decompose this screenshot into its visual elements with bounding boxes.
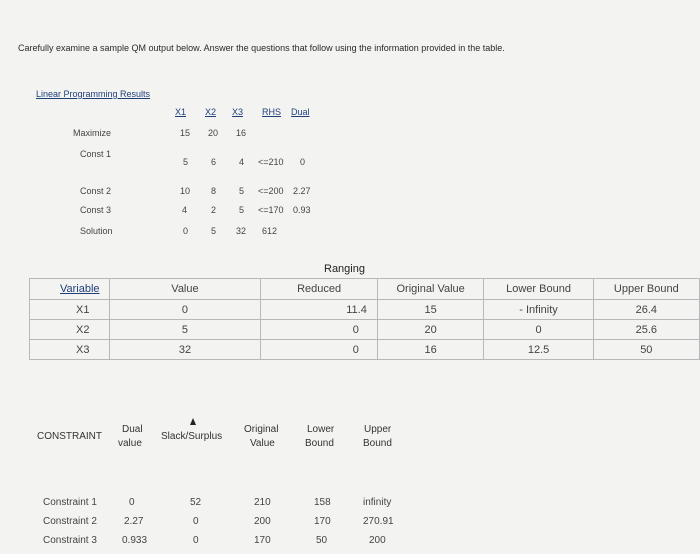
- lp-header-x3: X3: [232, 107, 244, 117]
- table-row: [30, 300, 700, 320]
- lp-cell: <=170: [258, 205, 284, 215]
- constraint-name: Constraint 1: [43, 497, 97, 508]
- table-cell: 32: [109, 340, 261, 360]
- ranging-table: [29, 278, 700, 360]
- lp-row-label: Solution: [80, 226, 113, 236]
- constraint-original: 170: [254, 535, 271, 546]
- lp-header-rhs: RHS: [262, 107, 282, 117]
- constraint-original: 210: [254, 497, 271, 508]
- table-cell: X2: [30, 320, 110, 340]
- lp-results-title: Linear Programming Results: [36, 89, 151, 99]
- ranging-header-lower: Lower Bound: [484, 279, 593, 300]
- table-row: [30, 340, 700, 360]
- lp-header-dual: Dual: [291, 107, 310, 117]
- table-cell: 11.4: [261, 300, 377, 320]
- upper-header-line2: Bound: [363, 438, 392, 449]
- lp-row-label: Maximize: [73, 128, 112, 138]
- lp-cell: 612: [262, 226, 278, 236]
- dual-header-line2: value: [118, 438, 142, 449]
- constraint-lower: 50: [316, 535, 328, 546]
- constraint-dual: 0: [129, 497, 135, 508]
- lp-cell: 8: [211, 186, 217, 196]
- table-cell: 5: [109, 320, 261, 340]
- table-cell: 0: [261, 340, 377, 360]
- table-cell: 25.6: [593, 320, 699, 340]
- upper-header-line1: Upper: [364, 424, 392, 435]
- constraint-name: Constraint 3: [43, 535, 97, 546]
- original-header-line2: Value: [250, 438, 275, 449]
- table-cell: X1: [30, 300, 110, 320]
- table-row: [30, 320, 700, 340]
- constraint-upper: infinity: [363, 497, 392, 508]
- table-cell: 15: [377, 300, 484, 320]
- dual-header-line1: Dual: [122, 424, 143, 435]
- lp-header-x1: X1: [175, 107, 187, 117]
- table-cell: 0: [484, 320, 593, 340]
- lp-cell: 4: [182, 205, 188, 215]
- table-cell: 50: [593, 340, 699, 360]
- ranging-header-upper: Upper Bound: [593, 279, 699, 300]
- constraint-dual: 2.27: [124, 516, 144, 527]
- table-cell: 12.5: [484, 340, 593, 360]
- lp-cell: 2: [211, 205, 217, 215]
- lp-cell: <=200: [258, 186, 284, 196]
- lp-cell: 15: [180, 128, 191, 138]
- ranging-title: Ranging: [324, 263, 365, 275]
- table-cell: 16: [377, 340, 484, 360]
- constraint-lower: 158: [314, 497, 331, 508]
- lp-cell: <=210: [258, 157, 284, 167]
- lp-row-label: Const 2: [80, 186, 112, 196]
- lp-cell: 4: [239, 157, 245, 167]
- constraint-original: 200: [254, 516, 271, 527]
- lp-cell: 0: [300, 157, 306, 167]
- table-cell: 0: [261, 320, 377, 340]
- ranging-header-value: Value: [109, 279, 261, 300]
- lp-cell: 6: [211, 157, 217, 167]
- slack-header: Slack/Surplus: [161, 431, 223, 442]
- constraint-header: CONSTRAINT: [37, 431, 102, 442]
- lp-cell: 16: [236, 128, 247, 138]
- ranging-header-original: Original Value: [377, 279, 484, 300]
- lp-cell: 5: [183, 157, 189, 167]
- table-cell: - Infinity: [484, 300, 593, 320]
- table-cell: 20: [377, 320, 484, 340]
- lp-cell: 20: [208, 128, 219, 138]
- constraint-slack: 52: [190, 497, 202, 508]
- lp-row-label: Const 1: [80, 149, 112, 159]
- constraint-name: Constraint 2: [43, 516, 97, 527]
- table-cell: X3: [30, 340, 110, 360]
- constraint-dual: 0.933: [122, 535, 148, 546]
- lower-header-line2: Bound: [305, 438, 334, 449]
- lp-cell: 2.27: [293, 186, 311, 196]
- constraint-upper: 270.91: [363, 516, 394, 527]
- instruction-text: Carefully examine a sample QM output below. Answer the questions that follow using the information provided in the table.: [18, 43, 505, 53]
- lp-cell: 0.93: [293, 205, 311, 215]
- constraint-slack: 0: [193, 535, 199, 546]
- ranging-header-row: [30, 279, 700, 300]
- ranging-header-variable: Variable: [30, 279, 110, 300]
- constraint-upper: 200: [369, 535, 386, 546]
- lp-cell: 5: [239, 205, 245, 215]
- constraint-slack: 0: [193, 516, 199, 527]
- lp-cell: 5: [211, 226, 217, 236]
- constraint-lower: 170: [314, 516, 331, 527]
- ranging-header-reduced: Reduced: [261, 279, 377, 300]
- lp-cell: 5: [239, 186, 245, 196]
- mouse-cursor-icon: [190, 418, 196, 425]
- lp-cell: 0: [183, 226, 189, 236]
- lower-header-line1: Lower: [307, 424, 335, 435]
- table-cell: 26.4: [593, 300, 699, 320]
- lp-row-label: Const 3: [80, 205, 112, 215]
- lp-cell: 32: [236, 226, 247, 236]
- lp-cell: 10: [180, 186, 191, 196]
- table-cell: 0: [109, 300, 261, 320]
- original-header-line1: Original: [244, 424, 279, 435]
- lp-header-x2: X2: [205, 107, 217, 117]
